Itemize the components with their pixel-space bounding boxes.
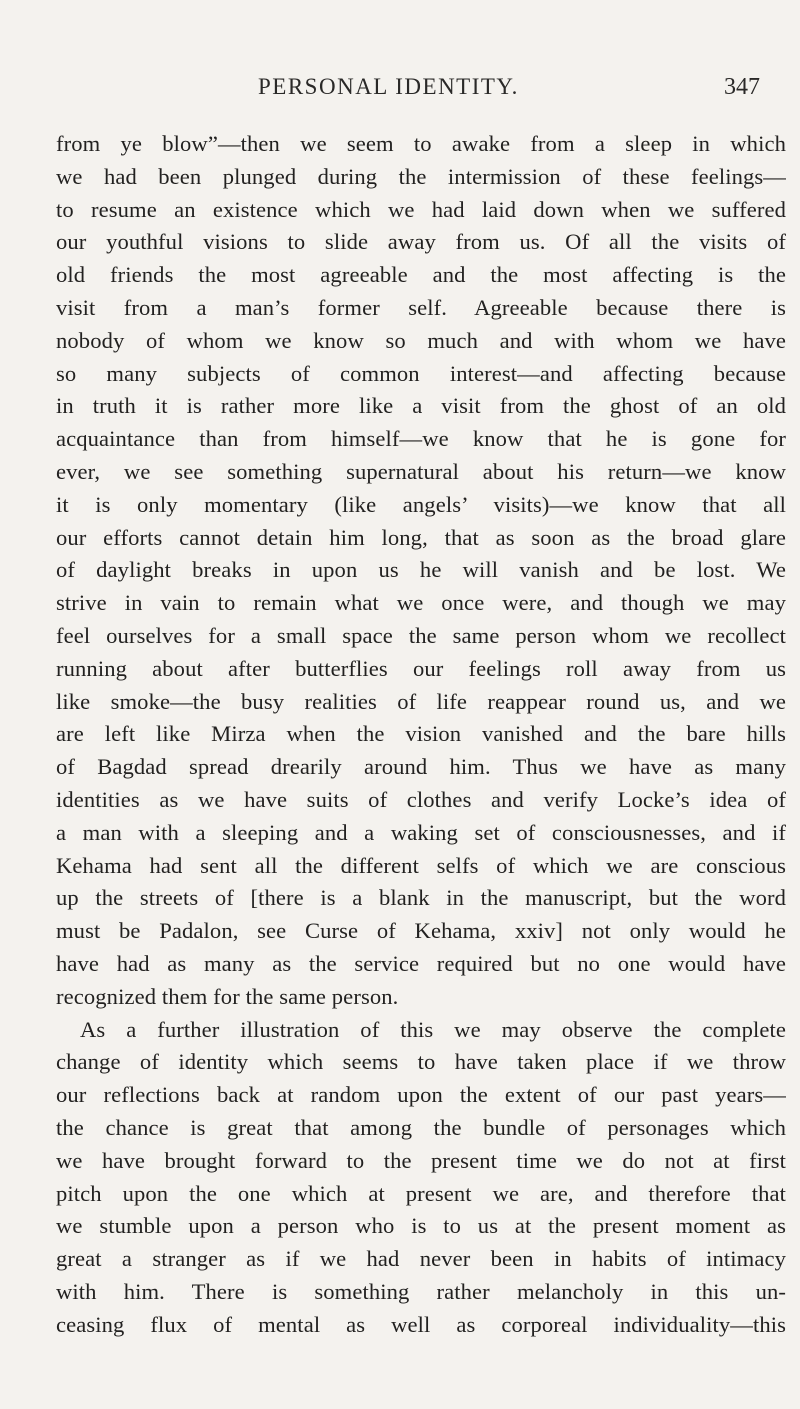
text-line: we have brought forward to the present time we do not at first	[56, 1147, 786, 1173]
text-line: have had as many as the service required but no one would have	[56, 950, 786, 976]
text-line: recognized them for the same person.	[56, 983, 399, 1009]
text-line: great a stranger as if we had never been in habits of intimacy	[56, 1246, 786, 1272]
text-line: pitch upon the one which at present we are, and therefore that	[56, 1180, 786, 1206]
text-line: to resume an existence which we had laid down when we suffered	[56, 196, 786, 222]
text-line: with him. There is something rather melancholy in this un-	[56, 1278, 786, 1304]
text-line: up the streets of [there is a blank in the manuscript, but the word	[56, 885, 786, 911]
text-line: feel ourselves for a small space the same person whom we recollect	[56, 622, 786, 648]
text-line: like smoke—the busy realities of life reappear round us, and we	[56, 688, 786, 714]
text-line: are left like Mirza when the vision vanished and the bare hills	[56, 721, 786, 747]
text-line: As a further illustration of this we may observe the complete	[80, 1016, 786, 1042]
text-line: running about after butterflies our feelings roll away from us	[56, 655, 786, 681]
text-line: in truth it is rather more like a visit from the ghost of an old	[56, 393, 786, 419]
text-line: visit from a man’s former self. Agreeable because there is	[56, 294, 786, 320]
text-line: identities as we have suits of clothes and verify Locke’s idea of	[56, 786, 786, 812]
running-head	[0, 74, 800, 114]
text-line: of Bagdad spread drearily around him. Thus we have as many	[56, 754, 786, 780]
text-line: we had been plunged during the intermission of these feelings—	[56, 163, 786, 189]
text-line: our efforts cannot detain him long, that as soon as the broad glare	[56, 524, 786, 550]
text-line: we stumble upon a person who is to us at the present moment as	[56, 1213, 786, 1239]
text-line: old friends the most agreeable and the most affecting is the	[56, 262, 786, 288]
text-line: our youthful visions to slide away from us. Of all the visits of	[56, 229, 786, 255]
text-line: must be Padalon, see Curse of Kehama, xxiv] not only would he	[56, 918, 786, 944]
running-head-title: PERSONAL IDENTITY.	[258, 74, 519, 99]
text-line: it is only momentary (like angels’ visits)—we know that all	[56, 491, 786, 517]
text-line: from ye blow”—then we seem to awake from a sleep in which	[56, 131, 786, 156]
page-number: 347	[724, 74, 760, 100]
body-text	[56, 128, 786, 1341]
text-line: acquaintance than from himself—we know that he is gone for	[56, 426, 786, 452]
text-line: ever, we see something supernatural about his return—we know	[56, 458, 786, 484]
text-line: Kehama had sent all the different selfs of which we are conscious	[56, 852, 786, 878]
text-line: change of identity which seems to have taken place if we throw	[56, 1049, 786, 1075]
text-line: our reflections back at random upon the extent of our past years—	[56, 1082, 786, 1108]
text-line: the chance is great that among the bundle of personages which	[56, 1114, 786, 1140]
text-line: nobody of whom we know so much and with whom we have	[56, 327, 786, 353]
text-line: a man with a sleeping and a waking set of consciousnesses, and if	[56, 819, 786, 845]
text-line: of daylight breaks in upon us he will vanish and be lost. We	[56, 557, 786, 583]
text-line: so many subjects of common interest—and affecting because	[56, 360, 786, 386]
text-line: ceasing flux of mental as well as corporeal individuality—this	[56, 1311, 786, 1337]
text-line: strive in vain to remain what we once were, and though we may	[56, 590, 786, 616]
